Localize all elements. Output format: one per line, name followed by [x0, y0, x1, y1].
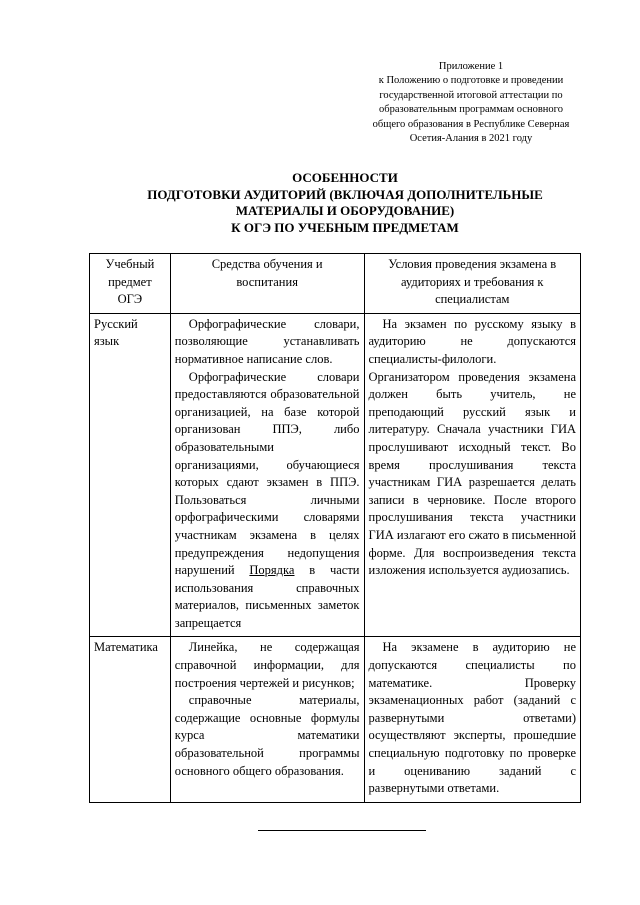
- means-paragraph: Орфографические словари предоставляются образовательной организацией, на базе которой организован ППЭ, либо образовательными организациями, обучающиеся которых сдают экзамен в ППЭ. Пользоваться личными орфографическими словарями участникам экзамена в целях предупреждения недопущения нарушений Порядка в части использования справочных материалов, письменных заметок запрещается: [174, 369, 360, 630]
- appendix-line: Осетия-Алания в 2021 году: [409, 133, 533, 145]
- title-line: ПОДГОТОВКИ АУДИТОРИЙ (ВКЛЮЧАЯ ДОПОЛНИТЕЛЬНЫЕ: [147, 186, 543, 202]
- appendix-line: общего образования в Республике Северная: [372, 118, 570, 130]
- table-row: [90, 313, 581, 637]
- appendix-line: образовательным программам основного: [379, 104, 563, 116]
- means-paragraph: Линейка, не содержащая справочной информации, для построения чертежей и рисунков;: [174, 640, 360, 690]
- header-means: Средства обучения и воспитания: [170, 254, 364, 314]
- appendix-reference: [355, 60, 587, 146]
- conditions-cell: [364, 313, 581, 637]
- conditions-paragraph: На экзамене в аудиторию не допускаются специалисты по математике. Проверку экзаменационных работ (заданий с развернутыми ответами) осуществляют эксперты, прошедшие специальную подготовку по проверке и оцениванию заданий с развернутыми ответами.: [368, 640, 576, 796]
- title-line: ОСОБЕННОСТИ: [292, 170, 398, 185]
- means-paragraph: справочные материалы, содержащие основные формулы курса математики образовательной программы основного общего образования.: [174, 693, 360, 778]
- subject-cell: Русский язык: [90, 313, 171, 637]
- appendix-line: Приложение 1: [438, 61, 504, 72]
- title-line: К ОГЭ ПО УЧЕБНЫМ ПРЕДМЕТАМ: [231, 219, 459, 235]
- table-header-row: [90, 254, 581, 314]
- document-title: [90, 170, 600, 236]
- footer-divider: [258, 830, 426, 831]
- means-cell: [170, 637, 364, 802]
- title-line: МАТЕРИАЛЫ И ОБОРУДОВАНИЕ): [235, 203, 455, 218]
- table-row: [90, 637, 581, 802]
- subject-cell: Математика: [90, 637, 171, 802]
- requirements-table: [89, 253, 581, 803]
- means-cell: [170, 313, 364, 637]
- order-link[interactable]: Порядка: [249, 563, 295, 578]
- conditions-paragraph: Организатором проведения экзамена должен быть учитель, не преподающий русский язык и литературу. Сначала участники ГИА прослушивают исходный текст. Во время прослушивания текста участникам ГИА разрешается делать записи в черновике. После второго прослушивания текста участники ГИА излагают его сжато в письменной форме. Для воспроизведения текста изложения используется аудиозапись.: [368, 369, 577, 578]
- header-subject: Учебный предмет ОГЭ: [90, 254, 171, 314]
- header-conditions: Условия проведения экзамена в аудиториях и требования к специалистам: [364, 254, 581, 314]
- appendix-line: государственной итоговой аттестации по: [379, 89, 563, 101]
- means-paragraph: Орфографические словари, позволяющие устанавливать нормативное написание слов.: [174, 316, 360, 366]
- appendix-line: к Положению о подготовке и проведении: [378, 75, 564, 87]
- conditions-paragraph: На экзамен по русскому языку в аудиторию не допускаются специалисты-филологи.: [368, 316, 576, 366]
- conditions-cell: [364, 637, 581, 802]
